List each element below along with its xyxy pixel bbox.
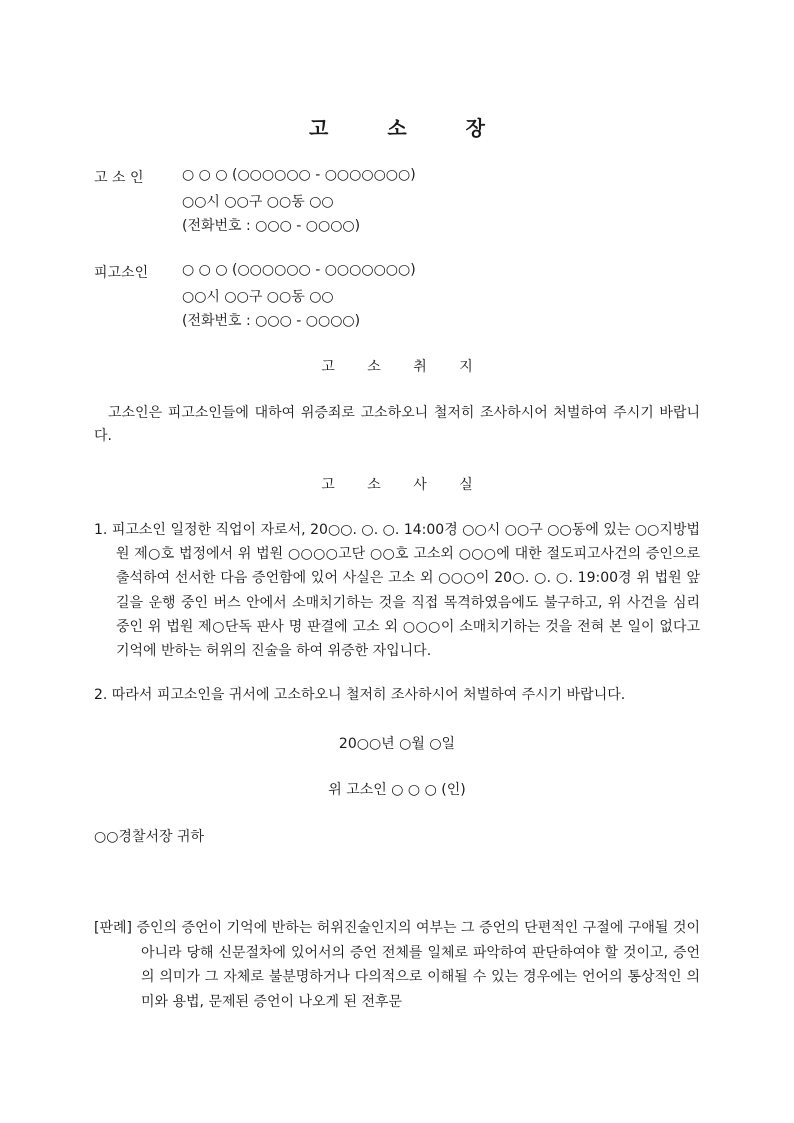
complainant-phone: (전화번호 : ○○○ - ○○○○): [182, 218, 361, 234]
defendant-phone: (전화번호 : ○○○ - ○○○○): [182, 313, 361, 329]
defendant-name: ○ ○ ○ (○○○○○○ - ○○○○○○○): [182, 262, 416, 278]
addressee: ○○경찰서장 귀하: [94, 829, 205, 845]
precedent-note: [판례] 증인의 증언이 기억에 반하는 허위진술인지의 여부는 그 증언의 단편적인 구절에 구애될 것이 아니라 당해 신문절차에 있어서의 증언 전체를 일체로 파악하여 판단하여야 할 것이고, 증언의 의미가 그 자체로 불분명하거나 다의적으로 이해될 수 있는 경우에는 언어의 통상적인 의미와 용법, 문제된 증언이 나오게 된 전후문: [94, 920, 700, 1010]
purpose-text: 고소인은 피고소인들에 대하여 위증죄로 고소하오니 철저히 조사하시어 처벌하여 주시기 바랍니다.: [94, 405, 700, 444]
facts-item-1: 1. 피고소인 일정한 직업이 자로서, 20○○. ○. ○. 14:00경 ○○시 ○○구 ○○동에 있는 ○○지방법원 제○호 법정에서 위 법원 ○○○○고단 ○○호 고소외 ○○○에 대한 절도피고사건의 증인으로 출석하여 선서한 다음 증언함에 있어 사실은 고소 외 ○○○이 20○. ○. ○. 19:00경 위 법원 앞길을 운행 중인 버스 안에서 소매치기하는 것을 직접 목격하였음에도 불구하고, 위 사건을 심리중인 위 법원 제○단독 판사 명 판결에 고소 외 ○○○이 소매치기하는 것을 전혀 본 일이 없다고 기억에 반하는 허위의 진술을 하여 위증한 자입니다.: [94, 522, 700, 660]
facts-heading: 고 소 사 실: [321, 477, 487, 493]
document-title: 고 소 장: [309, 116, 511, 140]
signature-line: 위 고소인 ○ ○ ○ (인): [328, 782, 466, 798]
complainant-name: ○ ○ ○ (○○○○○○ - ○○○○○○○): [182, 167, 416, 183]
defendant-address: ○○시 ○○구 ○○동 ○○: [182, 289, 334, 305]
complainant-label: 고 소 인: [94, 170, 144, 186]
complainant-address: ○○시 ○○구 ○○동 ○○: [182, 194, 334, 210]
document-date: 20○○년 ○월 ○일: [338, 736, 456, 752]
defendant-label: 피고소인: [94, 265, 149, 281]
purpose-heading: 고 소 취 지: [321, 359, 487, 375]
facts-item-2: 2. 따라서 피고소인을 귀서에 고소하오니 철저히 조사하시어 처벌하여 주시기 바랍니다.: [94, 687, 626, 703]
